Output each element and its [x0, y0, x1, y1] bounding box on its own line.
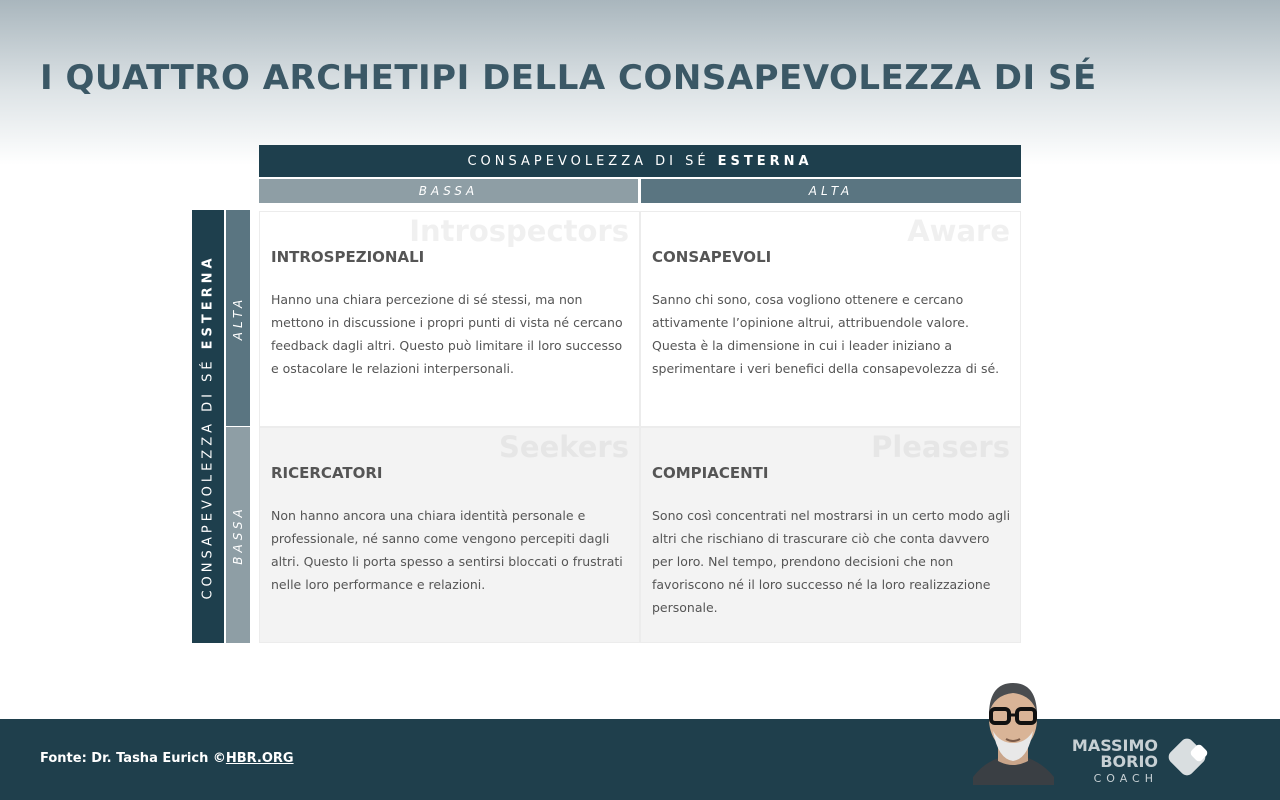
row-label-low [226, 427, 250, 643]
source-link[interactable]: HBR.ORG [225, 751, 294, 766]
quadrant-seekers [259, 427, 640, 643]
brand-line-1: MASSIMO [1071, 736, 1158, 755]
quadrant-aware [640, 211, 1021, 427]
row-label-high [226, 210, 250, 426]
brand-wordmark [1062, 738, 1158, 786]
quadrant-title: INTROSPEZIONALI [271, 248, 425, 266]
quadrant-watermark: Pleasers [871, 430, 1010, 464]
quadrant-description: Sanno chi sono, cosa vogliono ottenere e cercano attivamente l’opinione altrui, attribuendole valore. Questa è la dimensione in cui i leader iniziano a sperimentare i veri benefici della consapevolezza di sé. [652, 292, 1000, 376]
quadrant-title: RICERCATORI [271, 464, 383, 482]
quadrant-pleasers [640, 427, 1021, 643]
external-awareness-header-bold: ESTERNA [717, 153, 813, 169]
side-awareness-header-bold: ESTERNA [200, 253, 216, 349]
side-awareness-header [192, 210, 224, 643]
row-label-low-text: BASSA [231, 505, 245, 565]
quadrant-watermark: Introspectors [409, 214, 629, 248]
quadrant-description: Sono così concentrati nel mostrarsi in un certo modo agli altri che rischiano di trascurare ciò che conta davvero per loro. Nel tempo, prendono decisioni che non favoriscono né il loro successo né la loro realizzazione personale. [652, 508, 1011, 615]
source-credit [40, 751, 294, 766]
side-awareness-header-prefix: CONSAPEVOLEZZA DI SÉ [200, 356, 216, 600]
column-label-high: ALTA [641, 179, 1021, 203]
quadrant-description: Hanno una chiara percezione di sé stessi, ma non mettono in discussione i propri punti di vista né cercano feedback dagli altri. Questo può limitare il loro successo e ostacolare le relazioni interpersonali. [271, 292, 623, 376]
coach-avatar-icon [968, 673, 1058, 785]
brand-line-2: BORIO [1100, 752, 1158, 771]
quadrant-watermark: Aware [907, 214, 1010, 248]
column-label-low: BASSA [259, 179, 638, 203]
quadrant-title: CONSAPEVOLI [652, 248, 772, 266]
external-awareness-header [259, 145, 1021, 177]
row-label-high-text: ALTA [231, 295, 245, 341]
quadrant-description: Non hanno ancora una chiara identità personale e professionale, né sanno come vengono percepiti dagli altri. Questo li porta spesso a sentirsi bloccati o frustrati nelle loro performance e relazioni. [271, 508, 623, 592]
brand-logo-mark-icon [1166, 736, 1212, 780]
quadrant-title: COMPIACENTI [652, 464, 769, 482]
external-awareness-header-prefix: CONSAPEVOLEZZA DI SÉ [467, 153, 710, 169]
quadrant-watermark: Seekers [499, 430, 629, 464]
source-credit-text: Fonte: Dr. Tasha Eurich © [40, 751, 226, 766]
brand-line-3: COACH [1093, 772, 1158, 785]
quadrant-introspectors [259, 211, 640, 427]
page-title: I QUATTRO ARCHETIPI DELLA CONSAPEVOLEZZA DI SÉ [40, 58, 1097, 98]
